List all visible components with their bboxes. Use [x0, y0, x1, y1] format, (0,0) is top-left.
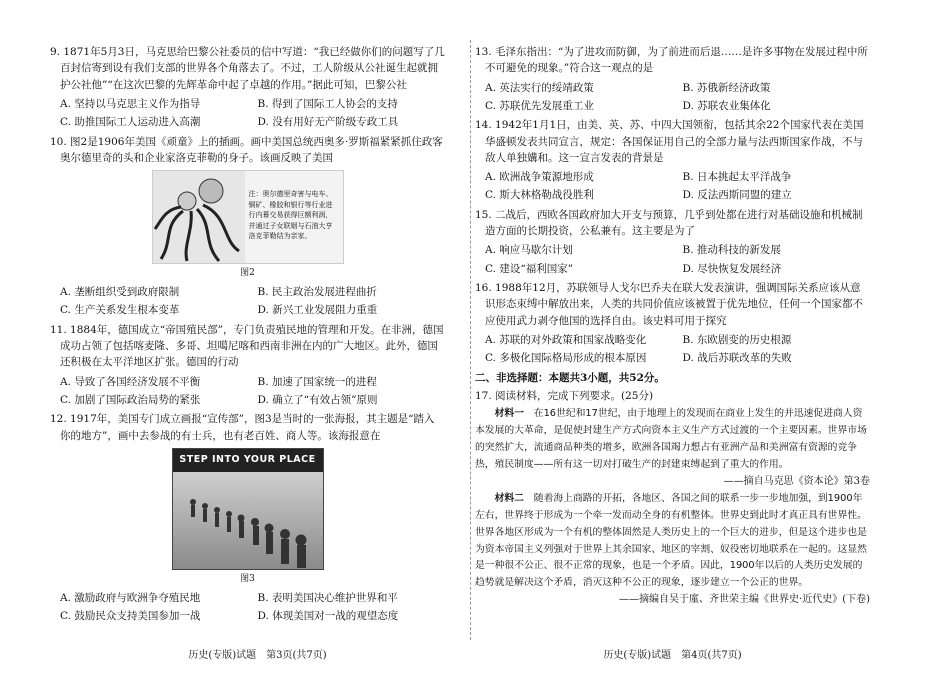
- option-15c: C. 建设“福利国家”: [485, 262, 574, 275]
- question-10-options: [50, 283, 445, 320]
- question-14-stem: 14. 1942年1月1日，由美、英、苏、中四大国领衔，包括其余22个国家代表在美国华盛顿发表共同宣言，规定：各国保证用自己的全部力量与法西斯国家作战，不与敌人单独媾和。这一宣言发表的背景是: [475, 119, 864, 164]
- figure-2: [50, 170, 445, 281]
- option-14d: D. 反法西斯同盟的建立: [682, 189, 792, 202]
- option-15a: A. 响应马歇尔计划: [485, 244, 573, 257]
- octopus-cartoon-icon: [153, 171, 245, 263]
- option-16b: B. 东欧剧变的历史根源: [682, 333, 792, 346]
- option-9c: C. 助推国际工人运动进入高潮: [60, 116, 201, 129]
- material-1-text: 在16世纪和17世纪，由于地理上的发现而在商业上发生的并迅速促进商人资本发展的大革命，是促使封建生产方式向资本主义生产方式过渡的一个主要因素。世界市场的突然扩大，流通商品种类的增多，欧洲各国竭力想占有亚洲产品和美洲富有资源的竞争热，殖民制度——所有这一切对打破生产的封建束缚起到了重大的作用。: [475, 408, 867, 470]
- material-2: [475, 491, 870, 592]
- question-17-stem: 17. 阅读材料，完成下列要求。(25分): [475, 389, 654, 402]
- option-10a: A. 垄断组织受到政府限制: [60, 286, 180, 299]
- option-16d: D. 战后苏联改革的失败: [682, 352, 792, 365]
- option-12d: D. 体现美国对一战的观望态度: [257, 610, 399, 623]
- question-11-options: [50, 373, 445, 410]
- question-15-stem: 15. 二战后，西欧各国政府加大开支与预算，几乎到处都在进行对基础设施和机械制造方面的长期投资，公私兼有。这主要是为了: [475, 208, 863, 238]
- option-11d: D. 确立了“有效占领”原则: [257, 393, 378, 406]
- option-10b: B. 民主政治发展进程曲折: [257, 286, 377, 299]
- option-11b: B. 加速了国家统一的进程: [257, 375, 377, 388]
- question-16-options: [475, 331, 870, 368]
- material-2-source: ——摘编自吴于廑、齐世荣主编《世界史·近代史》(下卷): [619, 594, 870, 606]
- question-13-stem: 13. 毛泽东指出：“为了进攻而防御，为了前进而后退……是许多事物在发展过程中所不可避免的现象。”符合这一观点的是: [475, 46, 868, 75]
- question-15-options: [475, 241, 870, 278]
- option-16a: A. 苏联的对外政策和国家战略变化: [485, 333, 647, 346]
- poster-title: STEP INTO YOUR PLACE: [173, 449, 323, 472]
- material-1-source: ——摘自马克思《资本论》第3卷: [723, 475, 870, 487]
- option-14b: B. 日本挑起太平洋战争: [682, 171, 792, 184]
- question-12-options: [50, 589, 445, 626]
- poster-crowd-image: [173, 472, 323, 569]
- figure-2-caption: 图2: [240, 268, 255, 279]
- option-11a: A. 导致了各国经济发展不平衡: [60, 375, 201, 388]
- option-15d: D. 尽快恢复发展经济: [682, 262, 782, 275]
- question-11-stem: 11. 1884年，德国成立“帝国殖民部”，专门负责殖民地的管理和开发。在非洲，德国成功占领了包括喀麦隆、多哥、坦噶尼喀和西南非洲在内的广大地区。此外，德国还积极在太平洋地区扩张。德国的行动: [50, 323, 444, 369]
- question-10-stem: 10. 图2是1906年美国《顽童》上的插画。画中美国总统西奥多·罗斯福紧紧抓住政客奥尔德里奇的头和企业家洛克菲勒的身子。该画反映了美国: [50, 135, 443, 164]
- option-14a: A. 欧洲战争策源地形成: [485, 171, 594, 184]
- cartoon-note: 注：奥尔德里奇害与电车、铜矿、橡胶和银行等行业进行内幕交易获得巨额利润，并通过子女联姻与石油大亨洛克菲勒结为亲家。: [248, 190, 333, 241]
- option-10c: C. 生产关系发生根本变革: [60, 304, 180, 317]
- war-poster: [172, 448, 324, 570]
- option-15b: B. 推动科技的新发展: [682, 244, 781, 257]
- material-1: [475, 406, 870, 473]
- marching-crowd-icon: [173, 472, 323, 568]
- option-12a: A. 激励政府与欧洲争夺殖民地: [60, 591, 201, 604]
- option-9b: B. 得到了国际工人协会的支持: [257, 97, 398, 110]
- question-9-stem: 9. 1871年5月3日，马克思给巴黎公社委员的信中写道：“我已经做你们的问题写了几百封信寄到设有我们支部的世界各个角落去了。不过，工人阶级从公社诞生起就拥护公社他”“在这次巴黎的先辉革命中起了卓越的作用。”据此可知，巴黎公社: [50, 46, 445, 91]
- cartoon-image: [153, 171, 245, 263]
- figure-3: [50, 448, 445, 587]
- option-9a: A. 坚持以马克思主义作为指导: [60, 97, 201, 110]
- section-heading: 二、非选择题：本题共3小题，共52分。: [475, 371, 665, 384]
- cartoon-illustration: [152, 170, 344, 264]
- option-13b: B. 苏俄新经济政策: [682, 81, 771, 94]
- right-page: [475, 0, 950, 688]
- option-12c: C. 鼓励民众支持美国参加一战: [60, 610, 201, 623]
- question-13-options: [475, 79, 870, 116]
- option-16c: C. 多极化国际格局形成的根本原因: [485, 352, 647, 365]
- question-16-stem: 16. 1988年12月，苏联领导人戈尔巴乔夫在联大发表演讲，强调国际关系应该从意识形态束缚中解放出来，人类的共同价值应该被置于优先地位，任何一个国家都不应使用武力剥夺他国的选择自由。该史料可用于探究: [475, 282, 863, 327]
- option-10d: D. 新兴工业发展阻力重重: [257, 304, 378, 317]
- question-9-options: [50, 95, 445, 132]
- question-14-options: [475, 168, 870, 205]
- question-12-stem: 12. 1917年，美国专门成立画报“宣传部”，图3是当时的一张海报，其主题是“踏入你的地方”，画中去参战的有士兵，也有老百姓、商人等。该海报意在: [50, 413, 435, 442]
- option-13a: A. 英法实行的绥靖政策: [485, 81, 594, 94]
- option-11c: C. 加剧了国际政治局势的紧张: [60, 393, 201, 406]
- page-3-footer: 历史(专版)试题 第3页(共7页): [188, 650, 327, 661]
- material-2-label: 材料二: [494, 493, 524, 505]
- option-9d: D. 没有用好无产阶级专政工具: [257, 116, 399, 129]
- option-13d: D. 苏联农业集体化: [682, 99, 771, 112]
- material-2-text: 随着海上商路的开拓，各地区、各国之间的联系一步一步地加强，到1900年左右，世界终于形成为一个牵一发而动全身的有机整体。世界史到此时才真正具有世界性。世界各地区形成为一个有机的整体固然是人类历史上的一个巨大的进步，但是这个进步也是为资本帝国主义列强对于世界上其余国家、地区的宰割、奴役密切地联系在一起的。这显然是一种很不公正、很不正常的现象，也是一个矛盾。因此，1900年以后的人类历史发展的趋势就是解决这个矛盾，消灭这种不公正的现象，逐步建立一个公正的世界。: [475, 493, 867, 589]
- option-12b: B. 表明美国决心维护世界和平: [257, 591, 398, 604]
- option-13c: C. 苏联优先发展重工业: [485, 99, 594, 112]
- page-4-footer: 历史(专版)试题 第4页(共7页): [603, 650, 742, 661]
- option-14c: C. 斯大林格勒战役胜利: [485, 189, 594, 202]
- page-divider: [470, 40, 472, 640]
- material-1-label: 材料一: [494, 408, 524, 420]
- figure-3-caption: 图3: [240, 573, 255, 584]
